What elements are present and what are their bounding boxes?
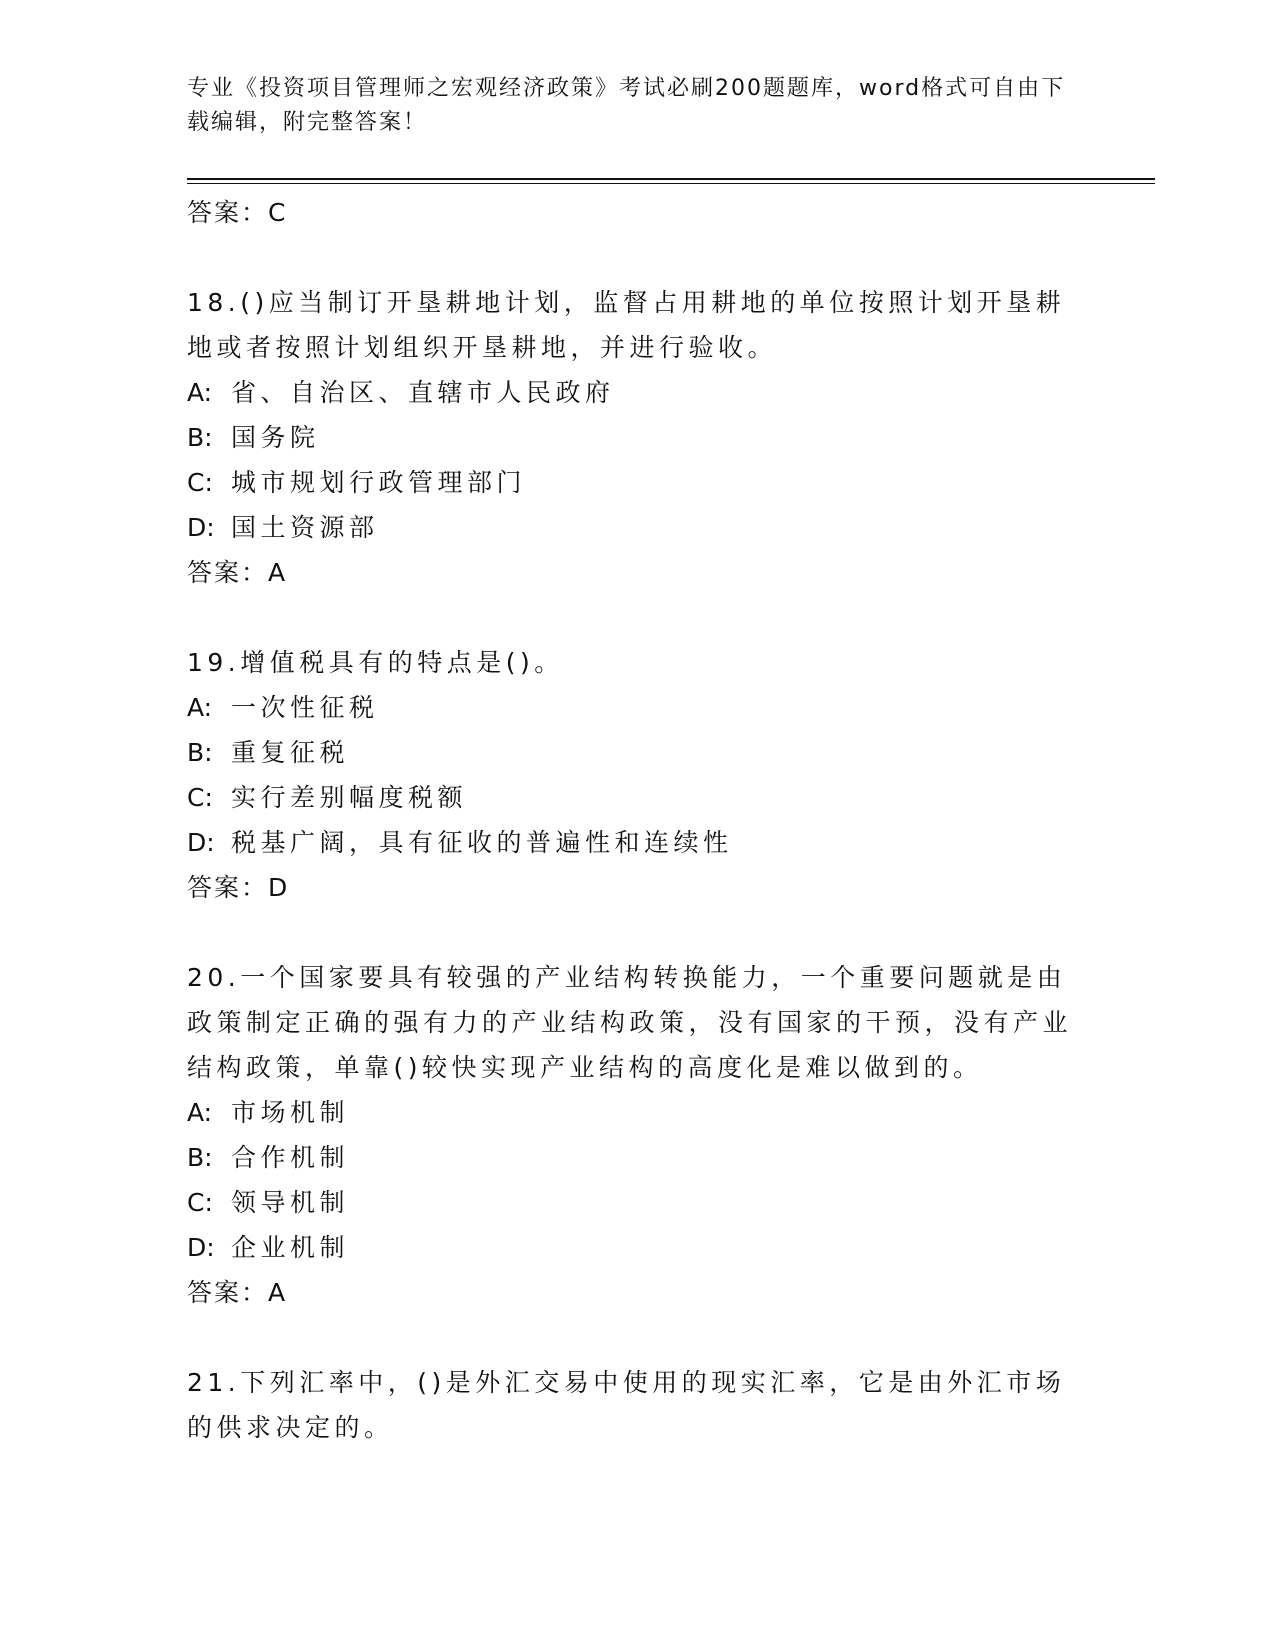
option-letter: D: (187, 513, 215, 542)
option-letter: C: (187, 783, 213, 812)
option-c (187, 1180, 1087, 1225)
option-a (187, 1090, 1087, 1135)
answer-line: 答案：A (187, 558, 288, 587)
option-letter: D: (187, 1233, 215, 1262)
option-text: 省、自治区、直辖市人民政府 (231, 378, 615, 407)
header-rule-thin (187, 183, 1155, 184)
option-letter: A: (187, 1098, 213, 1127)
option-text: 企业机制 (231, 1233, 350, 1262)
option-letter: B: (187, 423, 213, 452)
question-text: 18.()应当制订开垦耕地计划，监督占用耕地的单位按照计划开垦耕地或者按照计划组织开垦耕地，并进行验收。 (187, 288, 1066, 362)
question-block-19 (187, 640, 1087, 910)
option-letter: C: (187, 1188, 213, 1217)
question-text: 19.增值税具有的特点是()。 (187, 648, 564, 677)
previous-answer: 答案：C (187, 198, 288, 227)
option-text: 税基广阔，具有征收的普遍性和连续性 (231, 828, 733, 857)
option-a (187, 685, 1087, 730)
option-letter: A: (187, 693, 213, 722)
document-header: 专业《投资项目管理师之宏观经济政策》考试必刷200题题库，word格式可自由下载编辑，附完整答案！ (187, 76, 1066, 135)
question-list (187, 190, 1087, 1450)
option-text: 国务院 (231, 423, 320, 452)
answer-line: 答案：A (187, 1278, 288, 1307)
option-text: 领导机制 (231, 1188, 350, 1217)
option-text: 国土资源部 (231, 513, 379, 542)
option-text: 实行差别幅度税额 (231, 783, 468, 812)
question-block-18 (187, 280, 1087, 595)
option-text: 城市规划行政管理部门 (231, 468, 527, 497)
option-letter: B: (187, 738, 213, 767)
option-letter: A: (187, 378, 213, 407)
option-text: 重复征税 (231, 738, 350, 767)
option-letter: C: (187, 468, 213, 497)
option-a (187, 370, 1087, 415)
option-text: 市场机制 (231, 1098, 350, 1127)
option-d (187, 505, 1087, 550)
option-letter: D: (187, 828, 215, 857)
option-d (187, 820, 1087, 865)
question-block-21 (187, 1360, 1087, 1450)
option-text: 合作机制 (231, 1143, 350, 1172)
option-letter: B: (187, 1143, 213, 1172)
question-text: 20.一个国家要具有较强的产业结构转换能力，一个重要问题就是由政策制定正确的强有力的产业结构政策，没有国家的干预，没有产业结构政策，单靠()较快实现产业结构的高度化是难以做到的。 (187, 963, 1073, 1082)
option-b (187, 1135, 1087, 1180)
option-c (187, 775, 1087, 820)
option-d (187, 1225, 1087, 1270)
option-c (187, 460, 1087, 505)
question-text: 21.下列汇率中，()是外汇交易中使用的现实汇率，它是由外汇市场的供求决定的。 (187, 1368, 1066, 1442)
option-b (187, 415, 1087, 460)
header-rule-thick (187, 178, 1155, 180)
option-text: 一次性征税 (231, 693, 379, 722)
option-b (187, 730, 1087, 775)
question-block-20 (187, 955, 1087, 1315)
answer-line: 答案：D (187, 873, 290, 902)
